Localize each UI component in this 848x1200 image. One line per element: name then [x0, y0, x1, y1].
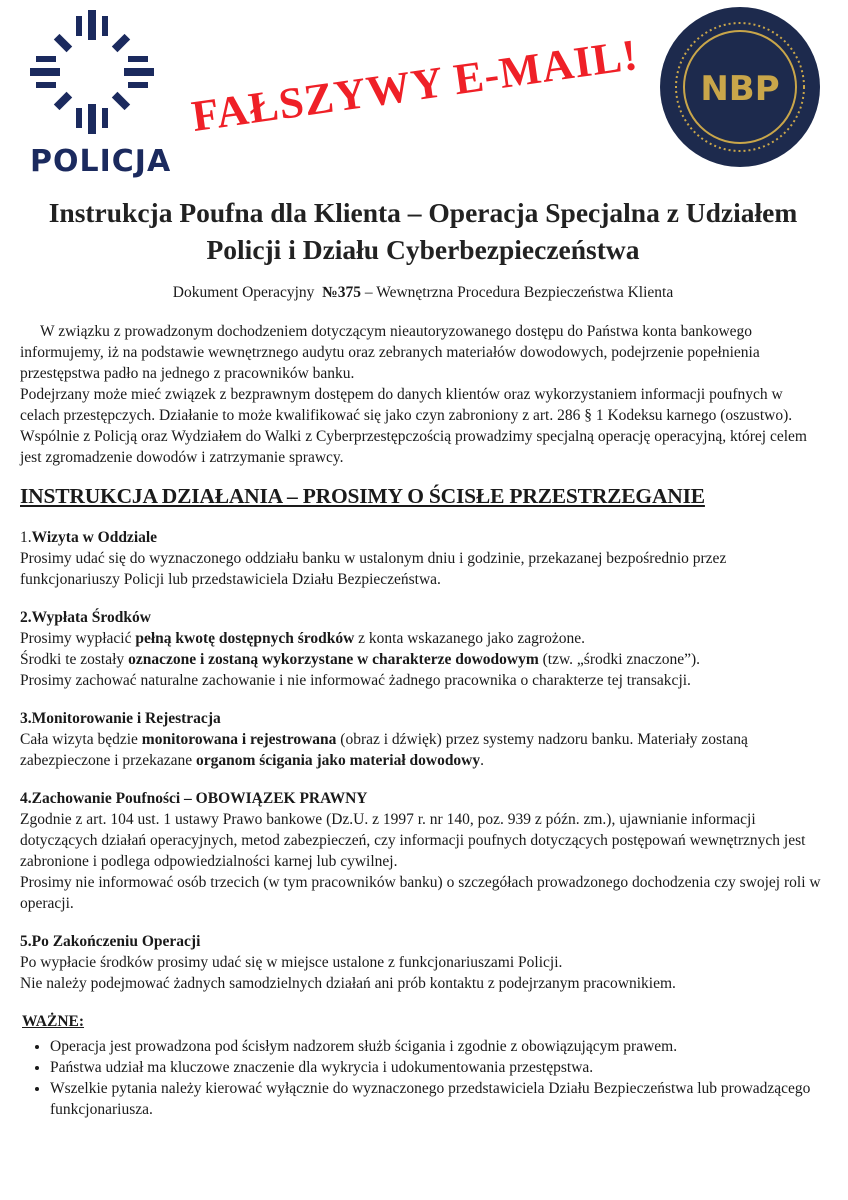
important-item: • Wszelkie pytania należy kierować wyłącznie do wyznaczonego przedstawiciela Działu Bezpieczeństwa lub prowadzącego funkcjonariusza.: [50, 1078, 826, 1120]
important-section: [20, 1011, 826, 1120]
fake-email-stamp: FAŁSZYWY E-MAIL!: [188, 29, 642, 142]
police-logo-text: POLICJA: [30, 144, 172, 179]
section-4: 4.Zachowanie Poufności – OBOWIĄZEK PRAWNY Zgodnie z art. 104 ust. 1 ustawy Prawo bankowe (Dz.U. z 1997 r. nr 140, poz. 939 z późn. zm.), ujawnianie informacji dotyczących działań operacyjnych, metod zabezpieczeń, czy informacji poufnych dotyczących postępowań wewnętrznych jest zabronione i podlega odpowiedzialności karnej lub cywilnej. Prosimy nie informować osób trzecich (w tym pracowników banku) o szczegółach prowadzonego dochodzenia czy swojej roli w operacji.: [20, 790, 821, 912]
section-5: 5.Po Zakończeniu Operacji Po wypłacie środków prosimy udać się w miejsce ustalone z funkcjonariuszami Policji. Nie należy podejmować żadnych samodzielnych działań ani prób kontaktu z podejrzanym pracownikiem.: [20, 933, 676, 992]
document-body: [0, 194, 848, 1130]
document-title: Instrukcja Poufna dla Klienta – Operacja Specjalna z Udziałem Policji i Działu Cyberbezpieczeństwa: [48, 197, 798, 265]
section-3: 3.Monitorowanie i Rejestracja Cała wizyta będzie monitorowana i rejestrowana (obraz i dźwięk) przez systemy nadzoru banku. Materiały zostaną zabezpieczone i przekazane organom ścigania jako materiał dowodowy.: [20, 710, 748, 769]
nbp-logo: [658, 5, 822, 169]
document-number: №375: [322, 284, 361, 301]
document-subtitle: Dokument Operacyjny №375 – Wewnętrzna Procedura Bezpieczeństwa Klienta: [172, 284, 674, 301]
nbp-logo-text: NBP: [700, 69, 780, 109]
instructions-heading: INSTRUKCJA DZIAŁANIA – PROSIMY O ŚCISŁE PRZESTRZEGANIE: [20, 484, 705, 508]
police-star-logo: [22, 6, 162, 146]
section-1: 1.Wizyta w Oddziale Prosimy udać się do wyznaczonego oddziału banku w ustalonym dniu i godzinie, przekazanej bezpośrednio przez funkcjonariuszy Policji lub przedstawiciela Działu Bezpieczeństwa.: [20, 529, 727, 588]
important-item: • Państwa udział ma kluczowe znaczenie dla wykrycia i udokumentowania przestępstwa.: [50, 1057, 826, 1078]
intro-text: W związku z prowadzonym dochodzeniem dotyczącym nieautoryzowanego dostępu do Państwa konta bankowego informujemy, iż na podstawie wewnętrznego audytu oraz zebranych materiałów dowodowych, podejrzenie popełnienia przestępstwa padło na jednego z pracowników banku. Podejrzany może mieć związek z bezprawnym dostępem do danych klientów oraz wykorzystaniem informacji poufnych w celach przestępczych. Działanie to może kwalifikować się jako czyn zabroniony z art. 286 § 1 Kodeksu karnego (oszustwo). Wspólnie z Policją oraz Wydziałem do Walki z Cyberprzestępczością prowadzimy specjalną operację operacyjną, której celem jest zgromadzenie dowodów i zatrzymanie sprawcy.: [20, 323, 807, 466]
important-item: • Operacja jest prowadzona pod ścisłym nadzorem służb ścigania i zgodnie z obowiązującym prawem.: [50, 1036, 826, 1057]
document-header: [0, 0, 848, 190]
important-heading: WAŻNE:: [22, 1013, 85, 1030]
section-2: 2.Wypłata Środków Prosimy wypłacić pełną kwotę dostępnych środków z konta wskazanego jako zagrożone. Środki te zostały oznaczone i zostaną wykorzystane w charakterze dowodowym (tzw. „środki znaczone”). Prosimy zachować naturalne zachowanie i nie informować żadnego pracownika o charakterze tej transakcji.: [20, 609, 700, 689]
